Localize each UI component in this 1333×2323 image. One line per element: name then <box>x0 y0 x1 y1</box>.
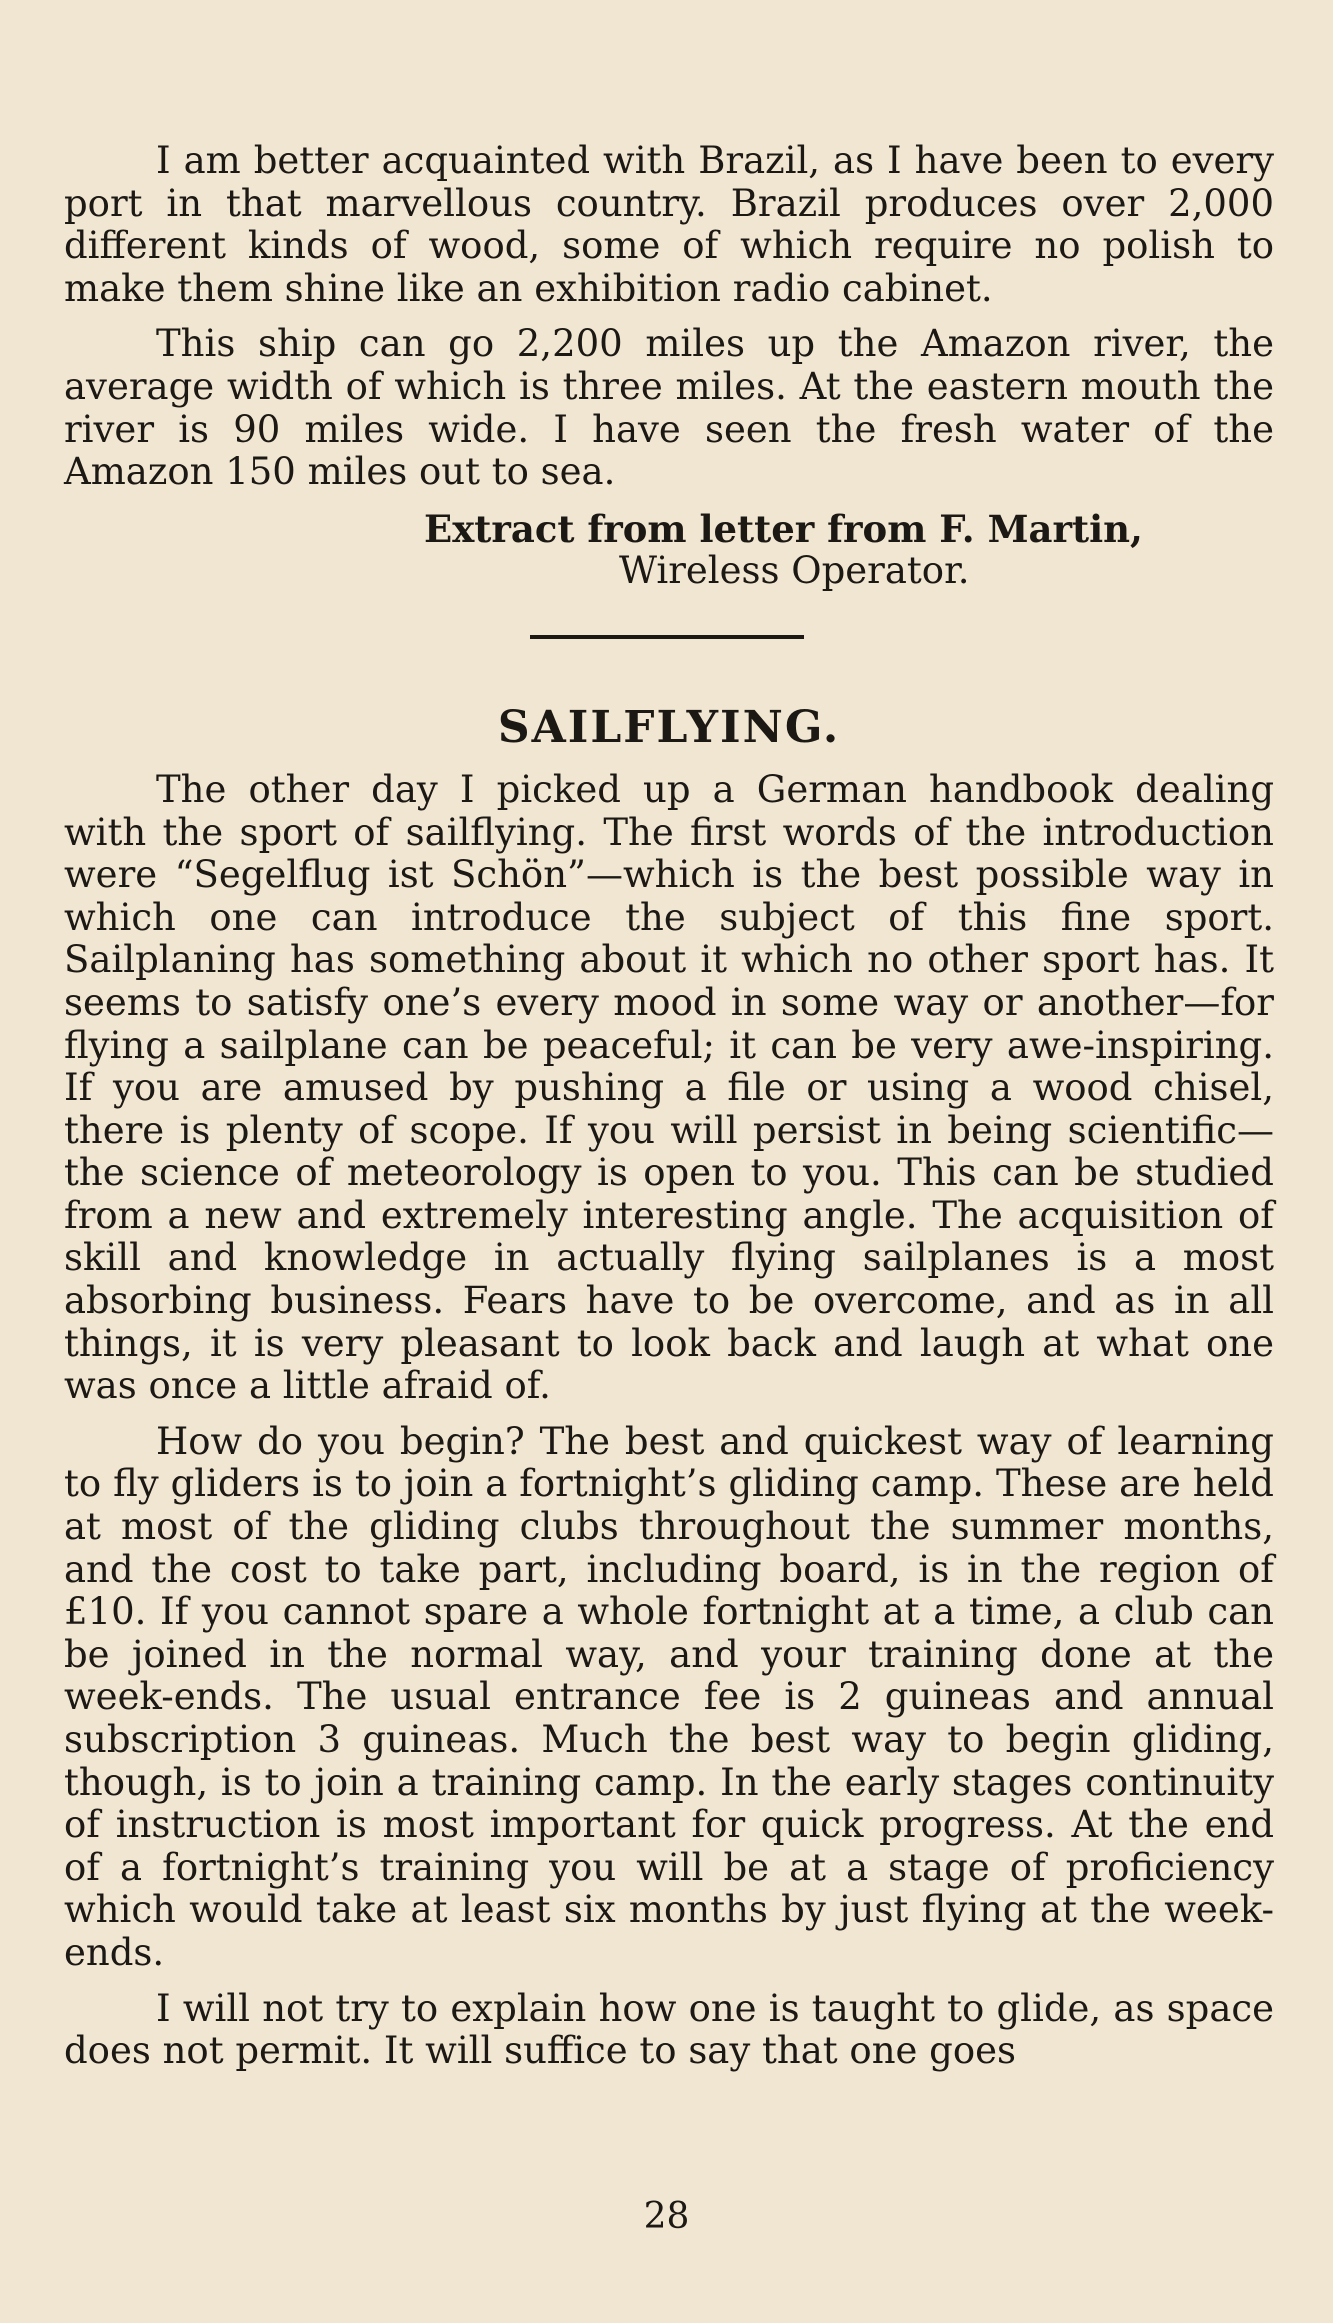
letter-paragraph: I am better acquainted with Brazil, as I have been to every port in that marvellous country. Brazil produces over 2,000 different kinds of wood, some of which require no polish to make them shine like an exhibition radio cabinet. <box>64 139 1274 310</box>
article-paragraph: I will not try to explain how one is taught to glide, as space does not permit. It will suffice to say that one goes <box>64 1986 1274 2073</box>
article-title: SAILFLYING. <box>497 701 841 753</box>
letter-signature-role: Wireless Operator. <box>619 549 970 593</box>
page-number: 28 <box>643 2196 690 2237</box>
letter-signature-attribution: Extract from letter from F. Martin, <box>424 506 1143 551</box>
article-paragraph: How do you begin? The best and quickest way of learning to fly gliders is to join a fortnight’s gliding camp. These are held at most of the gliding clubs throughout the summer months, and the cost to take part, including board, is in the region of £10. If you cannot spare a whole fortnight at a time, a club can be joined in the normal way, and your training done at the week-ends. The usual entrance fee is 2 guineas and annual subscription 3 guineas. Much the best way to begin gliding, though, is to join a training camp. In the early stages continuity of instruction is most important for quick progress. At the end of a fortnight’s training you will be at a stage of proficiency which would take at least six months by just flying at the week-ends. <box>64 1419 1274 1974</box>
article-paragraph: The other day I picked up a German handbook dealing with the sport of sailflying. The first words of the introduction were “Segelflug ist Schön”—which is the best possible way in which one can introduce the subject of this fine sport. Sailplaning has something about it which no other sport has. It seems to satisfy one’s every mood in some way or another—for flying a sailplane can be peaceful; it can be very awe-inspiring. If you are amused by pushing a file or using a wood chisel, there is plenty of scope. If you will persist in being scientific—the science of meteorology is open to you. This can be studied from a new and extremely interesting angle. The acquisition of skill and knowledge in actually flying sailplanes is a most absorbing business. Fears have to be overcome, and as in all things, it is very pleasant to look back and laugh at what one was once a little afraid of. <box>64 767 1274 1408</box>
page-body <box>64 140 1274 2073</box>
section-divider <box>530 635 804 639</box>
letter-paragraph: This ship can go 2,200 miles up the Amazon river, the average width of which is three miles. At the eastern mouth the river is 90 miles wide. I have seen the fresh water of the Amazon 150 miles out to sea. <box>64 322 1274 494</box>
